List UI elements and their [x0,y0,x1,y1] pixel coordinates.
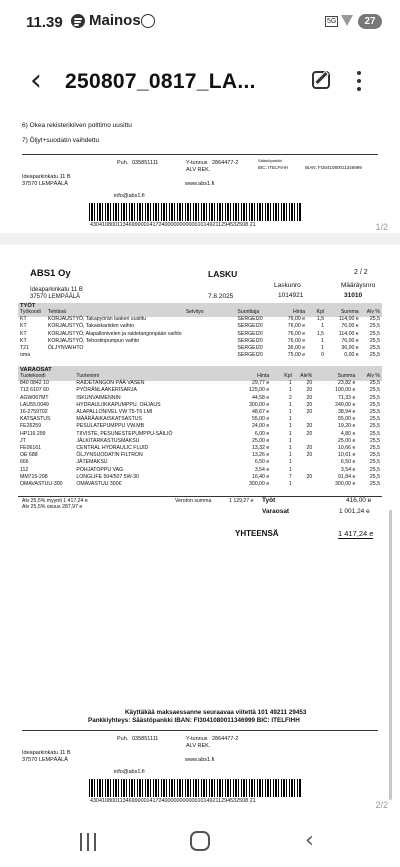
table-cell [184,345,236,352]
work-table-body [18,316,382,359]
table-cell: KT [20,316,27,323]
address-line: 37570 LEMPÄÄLÄ [22,181,68,187]
table-cell: 25,5 [369,452,380,459]
notification-text: Mainos [89,12,141,29]
table-cell: KORJAUSTYÖ, Alapallonivelen ja raidetangonpään vaihto [47,330,182,337]
table-row [18,481,382,488]
bic: BIC: ITELFIHH [258,165,289,170]
work-section-title: TYÖT [20,303,36,309]
table-cell: 1 [288,409,292,416]
email: info@abs1.fi [114,193,145,199]
ytunnus-label: Y-tunnus [186,736,208,742]
battery-icon: 27 [358,14,382,29]
column-header: Alv % [366,373,380,379]
pdf-page-1 [0,110,400,233]
page-number: 1/2 [375,222,388,232]
table-cell [294,459,315,466]
website: www.abs1.fi [185,757,215,763]
veroton-value: 1 129,27 e [229,498,254,504]
table-cell: 38,94 e [338,409,356,416]
phone-label: Puh. [117,160,129,166]
table-cell: KORJAUSTYÖ, Tehostinpumpun vaihto [47,337,140,344]
table-cell: PYÖRÄNLAAKERISARJA [76,387,137,394]
table-cell: 25,5 [369,459,380,466]
address-line: Ideaparkinkatu 11 B [22,750,71,756]
laskunro-label: Laskunro [274,282,301,289]
page-number: 2/2 [375,800,388,810]
table-cell: 713 6107 60 [20,387,49,394]
table-cell: LAU55.0049 [20,401,49,408]
table-cell: 91,84 e [338,473,356,480]
table-cell: 1 [288,423,292,430]
maaraysnro: 31010 [344,292,363,299]
address-line: 37570 LEMPÄÄLÄ [22,757,68,763]
table-cell: 23,82 e [338,380,356,387]
table-cell: ALAPALLONIVEL VW T5-T6 LMI [76,409,153,416]
divider [22,730,378,731]
table-cell: 1 [288,437,292,444]
iban: IBAN: FI3041080011346999 [305,165,362,170]
table-cell: 25,5 [369,445,380,452]
barcode [89,203,301,221]
alv-rek: ALV REK. [186,743,211,749]
vat-line: Alv 25,5% osuus 287,97 e [22,504,83,510]
parts-table-body [18,380,382,488]
table-cell: CENTRAL HYDRAULIC FLUID [76,445,149,452]
table-cell: SERGEI20 [237,323,263,330]
table-cell: FE26259 [20,423,42,430]
table-cell: 300,00 e [335,481,356,488]
table-cell: 13,26 e [251,452,270,459]
table-cell: 10,61 e [338,452,356,459]
table-cell: 76,00 e [341,323,359,330]
table-cell: KORJAUSTYÖ, Takaiskariiden vaihto [47,323,134,330]
table-cell: 6,50 e [254,459,270,466]
edit-icon[interactable] [312,71,330,89]
table-cell: 1 [288,401,292,408]
table-cell [294,438,315,445]
address-line: Ideaparkinkatu 11 B [30,287,83,293]
table-cell: 1 [321,345,325,352]
table-cell [294,467,315,474]
table-cell: 25,00 e [251,437,270,444]
table-row [18,352,382,359]
table-cell: 0 [321,352,325,359]
address-line: 37570 LEMPÄÄLÄ [30,294,81,300]
table-cell: 55,00 e [251,416,270,423]
table-cell [46,352,184,359]
table-row [18,467,382,474]
table-cell: 25,5 [369,323,380,330]
table-cell: HYDRAULIIKKAPUMPPU, OHJAUS [76,401,161,408]
table-cell: 4,80 e [340,430,356,437]
alv-rek: ALV REK. [186,167,211,173]
table-cell: 3,54 e [254,466,270,473]
table-cell: OMAVASTUU-300 [20,481,63,488]
table-cell: 25,5 [369,466,380,473]
barcode [89,779,301,797]
table-cell: RAIDETANGON PÄÄ VASEN [76,380,145,387]
vat-line: Alv 25,5% myynti 1 417,24 e [22,498,88,504]
tyot-label: Työt [262,497,276,504]
table-cell: 1 [288,416,292,423]
column-header: Selvitys [185,309,204,315]
table-cell: 25,5 [369,330,380,337]
table-cell: 25,5 [369,394,380,401]
back-icon[interactable]: ‹ [305,828,314,853]
pdf-page-2 [0,245,400,820]
laskunro: 1014921 [278,292,304,299]
table-cell: 25,5 [369,345,380,352]
column-header: Hinta [257,373,270,379]
table-cell: 20 [306,394,313,401]
divider [18,496,382,497]
navigation-bar [0,820,400,867]
document-title: 250807_0817_LA... [65,70,256,93]
table-cell: TIIVISTE, PESUNESTEPUMPPU-SÄILIÖ [76,430,173,437]
table-cell: 300,00 e [249,401,270,408]
table-cell: ISKUNVAIMENNIN [76,394,121,401]
table-cell: 36,00 e [341,345,359,352]
status-bar [0,0,400,44]
table-row [18,474,382,481]
column-header: Alv % [366,309,380,315]
table-cell: HP116 299 [20,430,46,437]
doc-type: LASKU [208,269,238,279]
table-cell: FE06161 [20,445,42,452]
table-cell: 25,5 [369,337,380,344]
table-cell: 13,32 e [251,445,270,452]
tyot-value: 416,00 e [346,497,372,504]
table-cell: 25,5 [369,416,380,423]
table-cell: JÄLKITARKASTUSMAKSU [76,437,140,444]
table-cell: 20 [306,423,313,430]
table-row [18,345,382,352]
table-cell: 76,00 e [287,316,306,323]
table-cell: 1 [288,466,292,473]
table-cell: 25,5 [369,316,380,323]
table-cell: 3,54 e [340,466,356,473]
table-cell: KATSASTUS [20,416,51,423]
table-row [18,409,382,416]
table-cell: OMAVASTUU 300€ [76,481,122,488]
table-cell [184,352,236,359]
column-header: Kpl [316,309,325,315]
table-cell: 76,00 e [287,323,306,330]
table-cell: 1 [288,445,292,452]
table-cell: 25,5 [369,352,380,359]
parts-section-title: VARAOSAT [20,367,52,373]
scrollbar[interactable] [389,510,392,800]
table-cell [184,316,236,323]
table-cell: 20 [306,452,313,459]
table-cell: 25,00 e [338,437,356,444]
table-cell: T21 [20,345,29,352]
table-cell: KT [20,337,27,344]
table-row [18,459,382,466]
table-row [18,423,382,430]
table-cell: 125,00 e [249,387,270,394]
table-cell: JT [20,437,26,444]
table-row [18,431,382,438]
table-row [18,395,382,402]
table-cell: 25,5 [369,437,380,444]
varaosat-label: Varaosat [262,508,290,515]
column-header: Tuotenimi [76,373,99,379]
phone: 035851111 [132,160,159,166]
table-cell: 20 [306,387,313,394]
table-cell: 76,00 e [341,337,359,344]
recent-apps-icon[interactable] [80,833,96,851]
ytunnus: 2864477-2 [212,160,239,166]
table-cell: 240,00 e [335,401,356,408]
spotify-icon [71,14,85,28]
table-cell: 1,5 [316,316,325,323]
table-cell: 0,00 e [344,352,359,359]
table-cell: 20 [306,445,313,452]
table-cell: 114,00 e [338,330,359,337]
table-cell [184,323,236,330]
total-label: YHTEENSÄ [235,529,279,538]
more-vert-icon[interactable] [357,71,361,91]
table-cell: 76,00 e [287,337,306,344]
table-cell: ÖLJYNVAIHTO [47,345,84,352]
column-header: Ale% [300,373,313,379]
table-cell: JÄTEMAKSU [76,459,108,466]
barcode-number: 43041080011346999001417240000000000010149211294532508 21 [90,222,256,228]
table-row [18,402,382,409]
column-header: Summa [337,373,356,379]
text-line: 7) Öljyt+suodatin vaihdettu [22,137,100,144]
table-cell: 2 [288,394,292,401]
table-cell: 76,00 e [287,330,306,337]
table-cell: 20 [306,380,313,387]
ytunnus: 2864477-2 [212,736,239,742]
maaraysnro-label: Määräysnro [341,282,376,289]
table-header-row [18,373,382,380]
table-row [18,452,382,459]
whatsapp-icon [141,14,155,28]
table-cell [184,331,236,338]
table-cell: SERGEI20 [237,352,263,359]
table-cell: 25,5 [369,409,380,416]
bank-label: Säästöpankki [258,158,283,163]
table-cell: SERGEI20 [237,316,263,323]
table-row [18,380,382,387]
table-cell: 25,5 [369,401,380,408]
table-cell: 7 [288,473,292,480]
table-cell: 25,5 [369,473,380,480]
back-arrow-icon[interactable]: ‹ [30,63,42,98]
table-cell: 71,33 e [338,394,356,401]
table-cell: 6,50 e [340,459,356,466]
table-cell: 1,5 [316,330,325,337]
table-cell: 44,58 e [251,394,270,401]
table-cell: 20 [306,473,313,480]
table-cell: KT [20,330,27,337]
phone-label: Puh. [117,736,129,742]
table-cell: 1 [288,387,292,394]
table-row [18,416,382,423]
table-cell: 20 [306,430,313,437]
table-cell: 1 [288,430,292,437]
table-cell: 6,00 e [254,430,270,437]
table-cell: 10,66 e [338,445,356,452]
table-cell: MÄÄRÄAIKAISKATSASTUS [76,416,143,423]
table-cell: 100,00 e [335,387,356,394]
table-cell: 24,00 e [251,423,270,430]
table-cell: ÖLJYNSUODATIN FILTRON [76,452,143,459]
parts-table [18,373,382,488]
company-name: ABS1 Oy [30,268,71,279]
table-cell: 1 [288,481,292,488]
table-cell: 16-2759702 [20,409,48,416]
table-cell: PESULATEPUMPPU VW.MB [76,423,145,430]
address-line: Ideaparkinkatu 11 B [22,174,71,180]
work-table [18,309,382,359]
table-cell: 29,77 e [251,380,270,387]
wifi-icon [341,15,353,26]
invoice-date: 7.8.2025 [208,293,234,300]
table-cell: 300,00 e [249,481,270,488]
ytunnus-label: Y-tunnus [186,160,208,166]
table-cell: 75,00 e [287,352,306,359]
table-cell: 25,5 [369,387,380,394]
table-cell: 25,5 [369,423,380,430]
table-row [18,338,382,345]
divider [22,154,378,155]
signal-icon: 5G [327,18,337,25]
table-cell: 25,5 [369,430,380,437]
table-cell: 20 [306,409,313,416]
table-cell [294,416,315,423]
table-cell: oma [20,352,31,359]
table-cell: 25,5 [369,380,380,387]
table-cell: KORJAUSTYÖ, Takapyörän laakeri uusittu [47,316,147,323]
pdf-viewer[interactable] [0,110,400,820]
table-cell: 114,00 e [338,316,359,323]
page-of: 2 / 2 [354,269,368,276]
phone: 035851111 [132,736,159,742]
barcode-number: 43041080011346999001417240000000000010149211294532508 21 [90,798,256,804]
table-cell: POHJATOPPU VAG [76,466,124,473]
table-row [18,438,382,445]
column-header: Kpl [284,373,292,379]
table-cell [294,481,315,488]
payment-reference: Käyttäkää maksaessanne seuraavaa viitettä 101 49211 29453 [125,709,307,716]
table-row [18,323,382,330]
clock: 11.39 [26,14,63,31]
table-cell: 25,5 [369,481,380,488]
total-value: 1 417,24 e [338,529,374,538]
table-cell [184,338,236,345]
column-header: Hinta [292,309,306,315]
text-line: 6) Okea rekisterikilven polttimo uusittu [22,122,132,129]
table-row [18,387,382,394]
table-cell: KT [20,323,27,330]
bank-details: Pankkiyhteys: Säästöpankki IBAN: FI3041080011346999 BIC: ITELFIHH [88,717,300,724]
table-cell: MM715-208 [20,473,48,480]
veroton-label: Veroton summa [175,498,212,504]
column-header: Työkoodi [20,309,41,315]
column-header: Tuotekoodi [20,373,46,379]
table-cell: SERGEI20 [237,330,263,337]
table-cell: 48,67 e [251,409,270,416]
table-cell: 666 [20,459,29,466]
table-cell: 1 [288,452,292,459]
table-cell: LONGLIFE 504/507 5W-30 [76,473,139,480]
table-cell: SERGEI20 [237,345,263,352]
table-row [18,331,382,338]
table-cell: 1 [321,323,325,330]
table-cell: 16,40 e [251,473,270,480]
table-row [18,445,382,452]
app-bar [0,54,400,110]
table-cell: AGW067MT [20,394,49,401]
column-header: Summa [340,309,359,315]
table-cell: 36,00 e [287,345,306,352]
home-icon[interactable] [190,831,210,851]
table-cell: 1 [288,459,292,466]
table-cell: 20 [306,401,313,408]
email: info@abs1.fi [114,769,145,775]
column-header: Suorittaja [237,309,260,315]
table-cell: 840 0842 10 [20,380,49,387]
website: www.abs1.fi [185,181,215,187]
table-cell: SERGEI20 [237,337,263,344]
table-cell: 55,00 e [338,416,356,423]
varaosat-value: 1 001,24 e [339,508,370,515]
column-header: Tehtävä [47,309,67,315]
table-cell: 1 [321,337,325,344]
table-cell: 1 [288,380,292,387]
table-cell: OE 688 [20,452,38,459]
table-cell: 112 [20,466,29,473]
table-cell: 19,20 e [338,423,356,430]
